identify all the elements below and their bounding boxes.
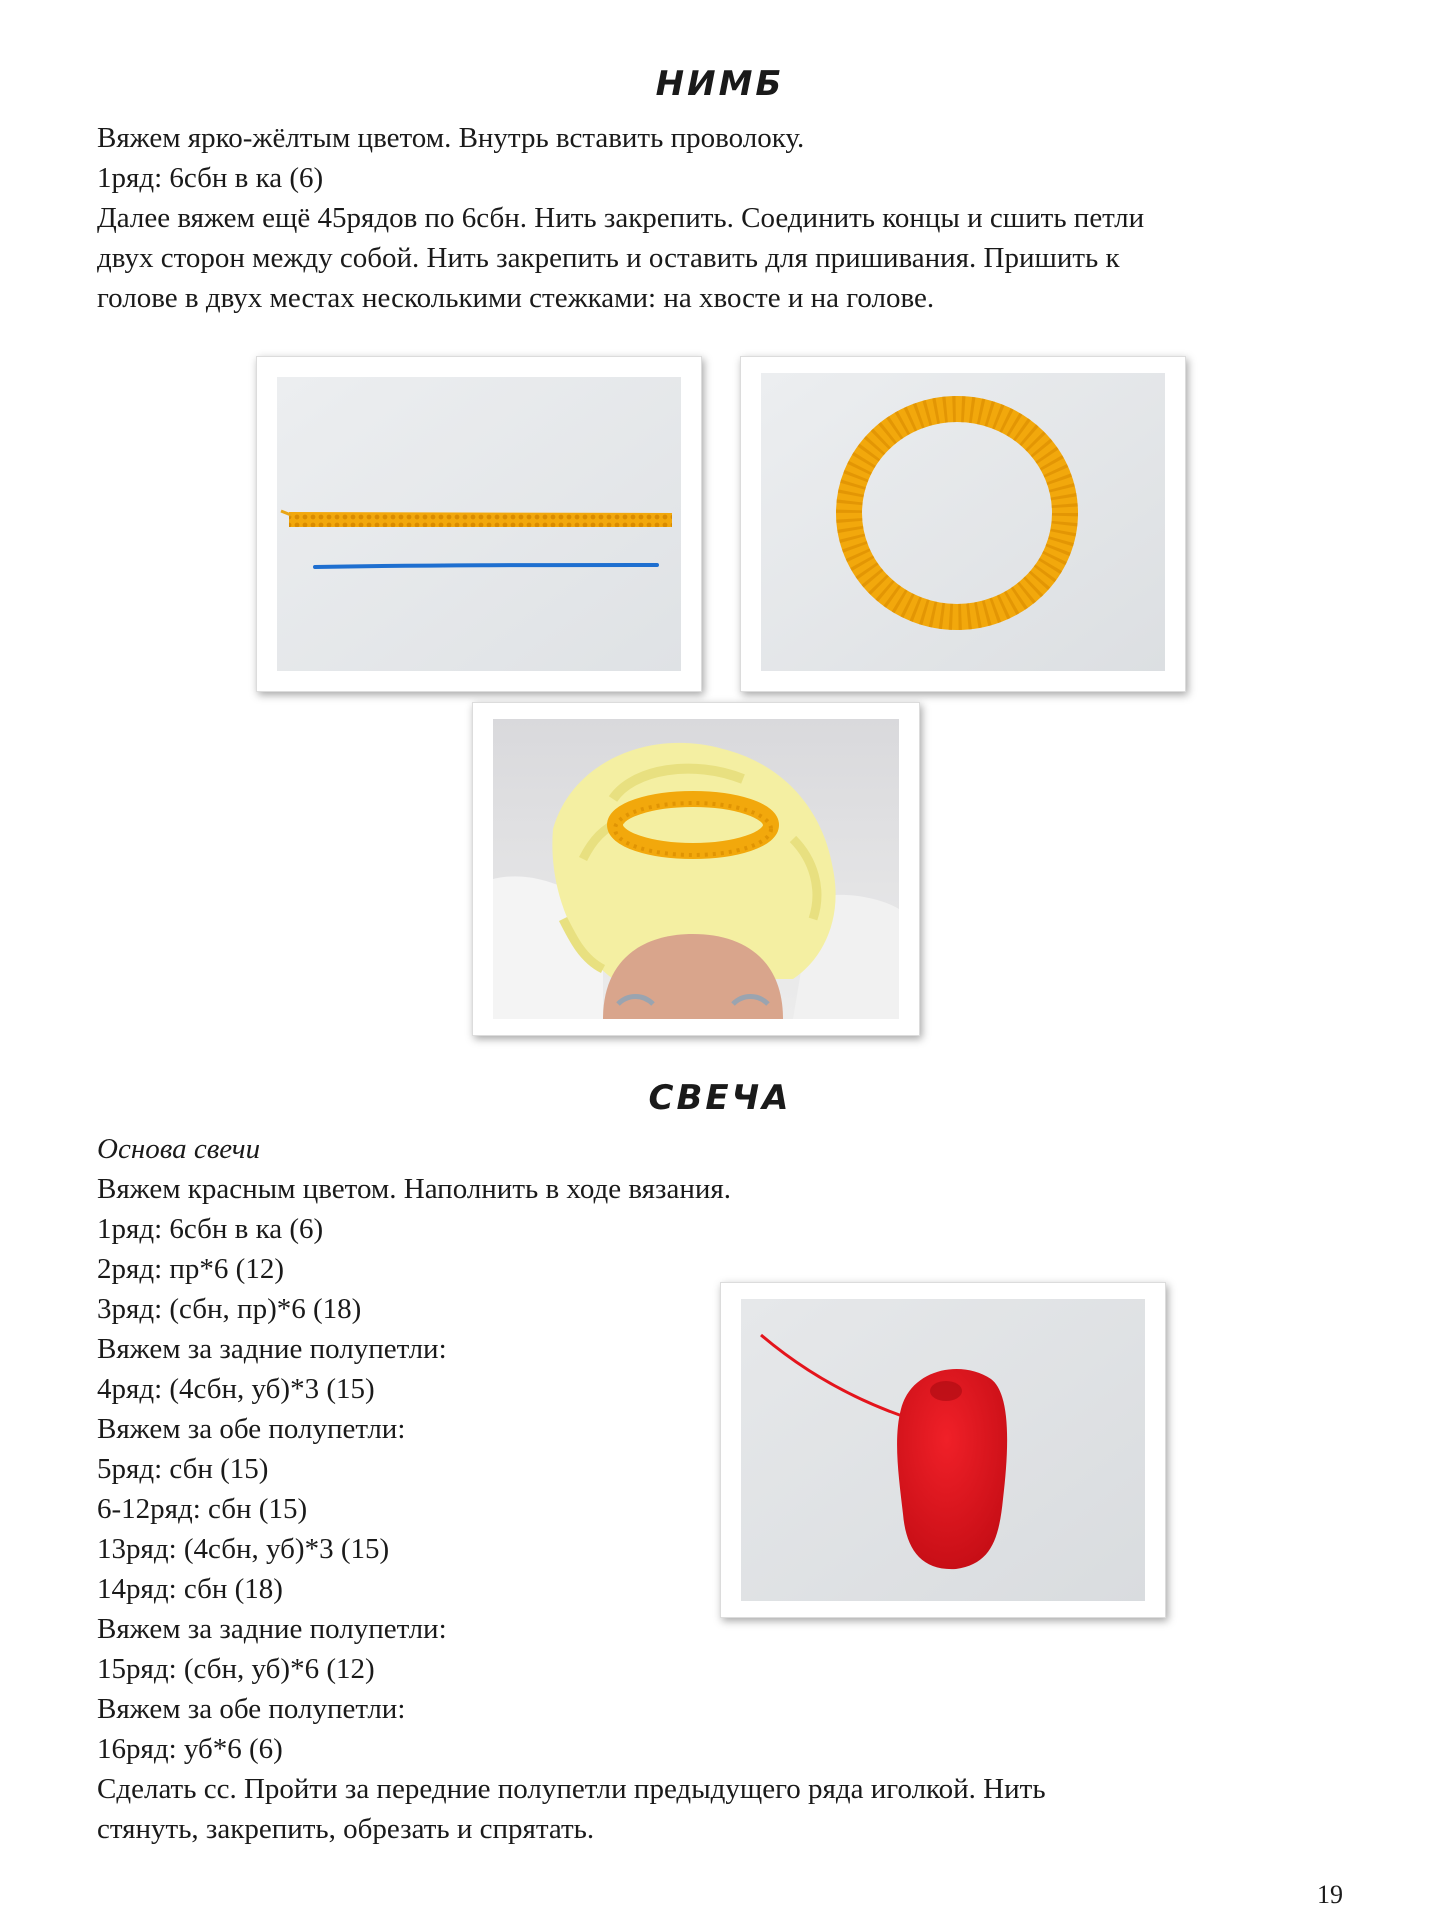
nimb-line: двух сторон между собой. Нить закрепить и оставить для пришивания. Пришить к: [97, 242, 1120, 274]
candle-line: 2ряд: пр*6 (12): [97, 1253, 284, 1285]
halo-tube-image: [277, 377, 681, 671]
candle-line: 1ряд: 6сбн в ка (6): [97, 1213, 324, 1245]
candle-line: Вяжем за задние полупетли:: [97, 1333, 447, 1365]
candle-line: 4ряд: (4сбн, уб)*3 (15): [97, 1373, 375, 1405]
candle-line: 15ряд: (сбн, уб)*6 (12): [97, 1653, 375, 1685]
halo-on-head-image: [493, 719, 899, 1019]
nimb-line: 1ряд: 6сбн в ка (6): [97, 162, 324, 194]
nimb-instructions: [97, 118, 1357, 318]
candle-line: Вяжем за задние полупетли:: [97, 1613, 447, 1645]
halo-ring-image: [761, 373, 1165, 671]
candle-line: 6-12ряд: сбн (15): [97, 1493, 308, 1525]
photo-candle-base: [720, 1282, 1166, 1618]
nimb-line: голове в двух местах несколькими стежками: на хвосте и на голове.: [97, 282, 935, 314]
candle-line: Вяжем за обе полупетли:: [97, 1693, 406, 1725]
nimb-line: Вяжем ярко-жёлтым цветом. Внутрь вставить проволоку.: [97, 122, 805, 154]
section-title-nimb: НИМБ: [655, 64, 785, 104]
section-title-candle: СВЕЧА: [648, 1078, 792, 1118]
candle-line: Вяжем красным цветом. Наполнить в ходе вязания.: [97, 1173, 731, 1205]
candle-line: стянуть, закрепить, обрезать и спрятать.: [97, 1813, 595, 1845]
candle-subtitle: Основа свечи: [97, 1133, 261, 1165]
candle-line: Сделать сс. Пройти за передние полупетли предыдущего ряда иголкой. Нить: [97, 1773, 1046, 1805]
photo-halo-tube-and-wire: [256, 356, 702, 692]
page-number: 19: [1317, 1880, 1343, 1909]
photo-halo-on-head: [472, 702, 920, 1036]
candle-line: 5ряд: сбн (15): [97, 1453, 269, 1485]
candle-line: 16ряд: уб*6 (6): [97, 1733, 283, 1765]
candle-line: Вяжем за обе полупетли:: [97, 1413, 406, 1445]
candle-line: 13ряд: (4сбн, уб)*3 (15): [97, 1533, 390, 1565]
nimb-line: Далее вяжем ещё 45рядов по 6сбн. Нить закрепить. Соединить концы и сшить петли: [97, 202, 1145, 234]
candle-line: 14ряд: сбн (18): [97, 1573, 283, 1605]
candle-base-image: [741, 1299, 1145, 1601]
candle-line: 3ряд: (сбн, пр)*6 (18): [97, 1293, 362, 1325]
photo-halo-ring: [740, 356, 1186, 692]
